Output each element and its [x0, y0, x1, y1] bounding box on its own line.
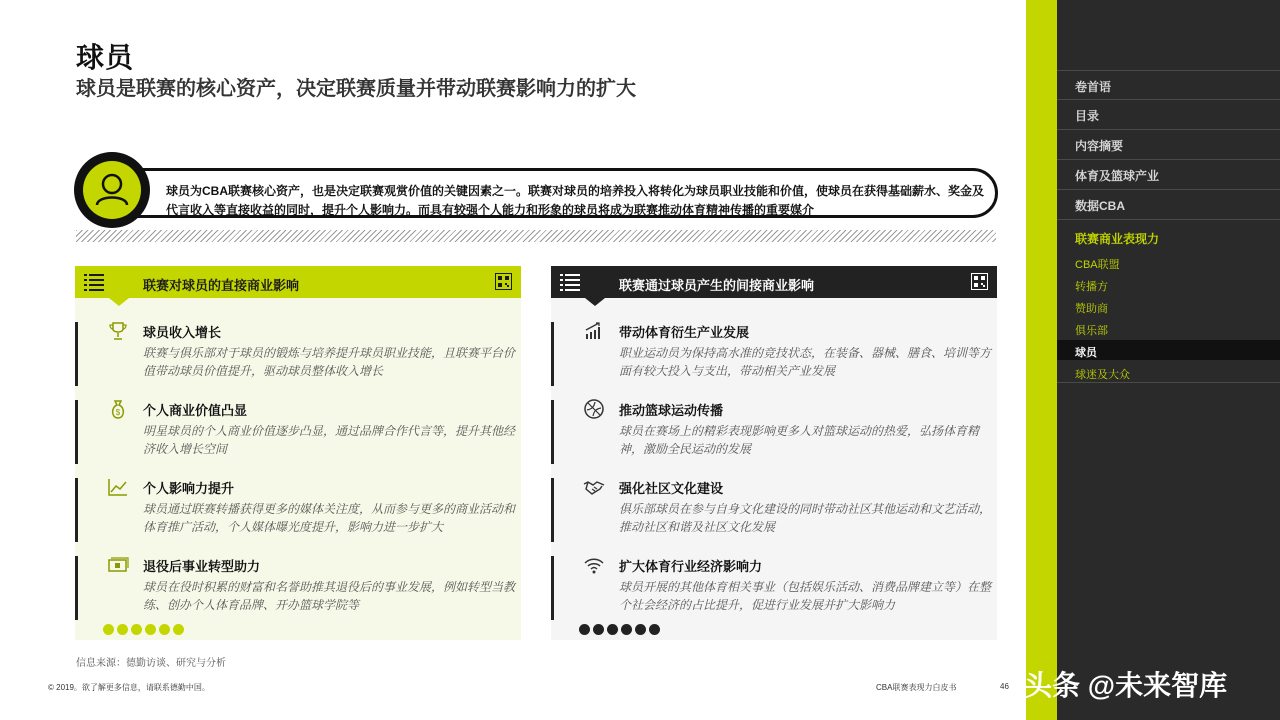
cash-icon: [107, 554, 129, 576]
trophy-icon: [107, 320, 129, 342]
list-item: [75, 396, 521, 466]
page-title: 球员: [76, 42, 135, 73]
list-icon: [560, 273, 580, 291]
svg-text:$: $: [115, 408, 121, 417]
user-icon: [83, 161, 141, 219]
item-desc: 职业运动员为保持高水准的竞技状态，在装备、器械、膳食、培训等方面有较大投入与支出，带动相关产业发展: [619, 346, 992, 378]
indirect-impact-panel: [551, 266, 997, 640]
item-desc: 球员通过联赛转播获得更多的媒体关注度，从而参与更多的商业活动和体育推广活动，个人媒体曝光度提升，影响力进一步扩大: [143, 502, 516, 534]
bar-growth-icon: [583, 320, 605, 342]
sidebar-item-label: 内容摘要: [1075, 139, 1124, 153]
sidebar-item-data-cba[interactable]: [1057, 190, 1280, 220]
intro-banner: [74, 152, 998, 228]
money-bag-icon: [107, 398, 129, 420]
list-item: [551, 474, 997, 544]
item-desc: 球员开展的其他体育相关事业（包括娱乐活动、消费品牌建立等）在整个社会经济的占比提升，促进行业发展并扩大影响力: [619, 580, 992, 612]
direct-impact-heading: 联赛对球员的直接商业影响: [143, 278, 300, 293]
page-number: 46: [1000, 682, 1009, 691]
indirect-impact-heading: 联赛通过球员产生的间接商业影响: [619, 278, 815, 293]
sidebar-divider: [1057, 382, 1280, 383]
sidebar-item-summary[interactable]: [1057, 130, 1280, 160]
banner-icon-circle: [74, 152, 150, 228]
sidebar-item-industry[interactable]: [1057, 160, 1280, 190]
banner-text: 球员为CBA联赛核心资产，也是决定联赛观赏价值的关键因素之一。联赛对球员的培养投入将转化为球员职业技能和价值，使球员在获得基础薪水、奖金及代言收入等直接收益的同时，提升个人影响力。而具有较强个人能力和形象的球员将成为联赛推动体育精神传播的重要媒介: [166, 184, 985, 217]
item-desc: 明星球员的个人商业价值逐步凸显，通过品牌合作代言等，提升其他经济收入增长空间: [143, 424, 516, 456]
list-item: [551, 396, 997, 466]
sidebar-sub-fans[interactable]: 球迷及大众: [1075, 369, 1130, 381]
hatch-divider: [76, 230, 996, 242]
sidebar-sub-cba-league[interactable]: CBA联盟: [1075, 259, 1120, 271]
list-item: [551, 552, 997, 622]
sidebar-item-label: 目录: [1075, 109, 1100, 123]
pagination-dots: [579, 624, 660, 635]
qr-code-icon[interactable]: [971, 273, 988, 290]
wifi-icon: [583, 554, 605, 576]
item-title: 个人影响力提升: [143, 481, 235, 496]
item-desc: 联赛与俱乐部对于球员的锻炼与培养提升球员职业技能，且联赛平台价值带动球员价值提升，驱动球员整体收入增长: [143, 346, 516, 378]
direct-impact-panel: [75, 266, 521, 640]
list-icon: [84, 273, 104, 291]
item-desc: 球员在役时积累的财富和名誉助推其退役后的事业发展，例如转型当教练、创办个人体育品牌、开办篮球学院等: [143, 580, 516, 612]
item-title: 带动体育衍生产业发展: [619, 325, 750, 340]
basketball-icon: [583, 398, 605, 420]
list-item: [75, 318, 521, 388]
list-item: [75, 552, 521, 622]
direct-impact-header: [75, 266, 521, 298]
item-title: 强化社区文化建设: [619, 481, 724, 496]
list-item: [551, 318, 997, 388]
source-note: 信息来源：德勤访谈、研究与分析: [76, 658, 226, 669]
watermark: 头条 @未来智库: [1024, 670, 1228, 701]
item-title: 扩大体育行业经济影响力: [619, 559, 763, 574]
sidebar-item-label: 体育及篮球产业: [1075, 169, 1160, 183]
sidebar-active-section[interactable]: 联赛商业表现力: [1075, 232, 1160, 246]
sidebar-sub-club[interactable]: 俱乐部: [1075, 325, 1108, 337]
trend-line-icon: [107, 476, 129, 498]
sidebar-item-label: 卷首语: [1075, 80, 1112, 94]
qr-code-icon[interactable]: [495, 273, 512, 290]
item-title: 个人商业价值凸显: [143, 403, 248, 418]
item-title: 推动篮球运动传播: [619, 403, 724, 418]
footer-copyright: © 2019。欲了解更多信息，请联系德勤中国。: [48, 683, 210, 692]
list-item: [75, 474, 521, 544]
pagination-dots: [103, 624, 184, 635]
item-desc: 球员在赛场上的精彩表现影响更多人对篮球运动的热爱，弘扬体育精神，激励全民运动的发展: [619, 424, 980, 456]
page-subtitle: 球员是联赛的核心资产，决定联赛质量并带动联赛影响力的扩大: [76, 78, 636, 100]
sidebar-nav: [1057, 0, 1280, 720]
sidebar-sub-players[interactable]: 球员: [1075, 347, 1097, 359]
sidebar-sub-broadcaster[interactable]: 转播方: [1075, 281, 1108, 293]
item-title: 退役后事业转型助力: [143, 559, 261, 574]
sidebar-item-label: 数据CBA: [1075, 199, 1125, 213]
indirect-impact-header: [551, 266, 997, 298]
sidebar-item-preface[interactable]: [1057, 70, 1280, 100]
item-title: 球员收入增长: [143, 325, 222, 340]
item-desc: 俱乐部球员在参与自身文化建设的同时带动社区其他运动和文艺活动，推动社区和谐及社区文化发展: [619, 502, 992, 534]
handshake-icon: [583, 476, 605, 498]
sidebar-accent-strip: [1026, 0, 1057, 720]
sidebar-item-contents[interactable]: [1057, 100, 1280, 130]
sidebar-sub-sponsor[interactable]: 赞助商: [1075, 303, 1108, 315]
footer-doc-title: CBA联赛表现力白皮书: [876, 683, 957, 692]
